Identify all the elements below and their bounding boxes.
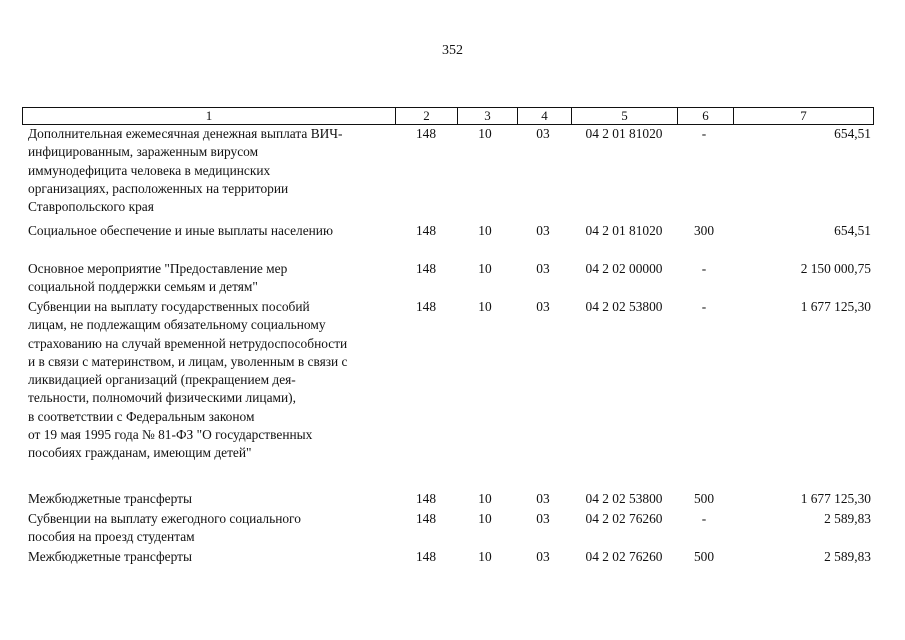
description-line: иммунодефицита человека в медицинских	[28, 162, 271, 178]
description-line: Дополнительная ежемесячная денежная выплата ВИЧ-	[28, 126, 343, 141]
row-description	[28, 125, 400, 216]
cell-amount: 654,51	[834, 126, 871, 141]
row-description	[28, 298, 400, 463]
description-line: лицам, не подлежащим обязательному социальному	[28, 317, 326, 333]
cell-subsection: 03	[536, 549, 550, 564]
header-col-3: 3	[457, 108, 517, 124]
cell-subsection: 03	[536, 299, 550, 314]
page-number: 352	[442, 43, 463, 58]
description-line: Основное мероприятие "Предоставление мер	[28, 261, 288, 276]
cell-target-article: 04 2 01 81020	[585, 223, 663, 238]
description-line: тельности, полномочий физическими лицами),	[28, 390, 296, 406]
cell-subsection: 03	[536, 126, 550, 141]
description-line: инфицированным, зараженным вирусом	[28, 144, 259, 160]
cell-expense-type: 500	[693, 549, 715, 564]
cell-amount: 1 677 125,30	[800, 491, 871, 506]
cell-amount: 2 589,83	[824, 549, 871, 564]
cell-expense-type: -	[701, 261, 707, 276]
cell-target-article: 04 2 02 76260	[585, 511, 663, 526]
cell-expense-type: -	[701, 299, 707, 314]
cell-ministry-code: 148	[415, 261, 437, 276]
table-header	[22, 107, 874, 125]
row-description	[28, 490, 400, 508]
cell-section: 10	[478, 511, 492, 526]
description-line: Ставропольского края	[28, 199, 154, 215]
cell-target-article: 04 2 02 53800	[585, 299, 663, 314]
cell-expense-type: -	[701, 511, 707, 526]
cell-amount: 1 677 125,30	[800, 299, 871, 314]
cell-expense-type: 500	[693, 491, 715, 506]
description-line: пособиях гражданам, имеющим детей"	[28, 445, 252, 461]
description-line: Социальное обеспечение и иные выплаты населению	[28, 223, 333, 238]
cell-target-article: 04 2 02 53800	[585, 491, 663, 506]
description-line: в соответствии с Федеральным законом	[28, 408, 255, 424]
cell-ministry-code: 148	[415, 549, 437, 564]
description-line: социальной поддержки семьям и детям"	[28, 279, 258, 295]
description-line: Субвенции на выплату ежегодного социального	[28, 511, 301, 526]
description-line: пособия на проезд студентам	[28, 529, 195, 545]
header-col-1: 1	[205, 108, 213, 123]
cell-expense-type: -	[701, 126, 707, 141]
cell-amount: 2 589,83	[824, 511, 871, 526]
cell-section: 10	[478, 299, 492, 314]
cell-target-article: 04 2 02 76260	[585, 549, 663, 564]
header-col-7: 7	[733, 108, 873, 124]
header-col-4: 4	[517, 108, 571, 124]
row-description	[28, 222, 400, 240]
description-line: ликвидацией организаций (прекращением дея-	[28, 372, 296, 388]
cell-section: 10	[478, 223, 492, 238]
cell-subsection: 03	[536, 223, 550, 238]
cell-target-article: 04 2 02 00000	[585, 261, 663, 276]
cell-subsection: 03	[536, 511, 550, 526]
cell-section: 10	[478, 491, 492, 506]
cell-subsection: 03	[536, 491, 550, 506]
description-line: и в связи с материнством, и лицам, уволенным в связи с	[28, 353, 348, 369]
cell-amount: 2 150 000,75	[800, 261, 871, 276]
cell-section: 10	[478, 549, 492, 564]
description-line: Межбюджетные трансферты	[28, 491, 192, 506]
cell-ministry-code: 148	[415, 491, 437, 506]
row-description	[28, 510, 400, 547]
description-line: Межбюджетные трансферты	[28, 549, 192, 564]
cell-expense-type: 300	[693, 223, 715, 238]
description-line: организациях, расположенных на территории	[28, 180, 289, 196]
header-col-2: 2	[395, 108, 457, 124]
cell-section: 10	[478, 261, 492, 276]
description-line: Субвенции на выплату государственных пособий	[28, 299, 310, 314]
cell-ministry-code: 148	[415, 511, 437, 526]
row-description	[28, 260, 400, 297]
cell-subsection: 03	[536, 261, 550, 276]
description-line: страхованию на случай временной нетрудоспособности	[28, 335, 348, 351]
cell-amount: 654,51	[834, 223, 871, 238]
cell-ministry-code: 148	[415, 223, 437, 238]
header-col-6: 6	[677, 108, 733, 124]
description-line: от 19 мая 1995 года № 81-ФЗ "О государственных	[28, 427, 313, 443]
header-col-5: 5	[571, 108, 677, 124]
cell-target-article: 04 2 01 81020	[585, 126, 663, 141]
cell-section: 10	[478, 126, 492, 141]
cell-ministry-code: 148	[415, 299, 437, 314]
cell-ministry-code: 148	[415, 126, 437, 141]
row-description	[28, 548, 400, 566]
